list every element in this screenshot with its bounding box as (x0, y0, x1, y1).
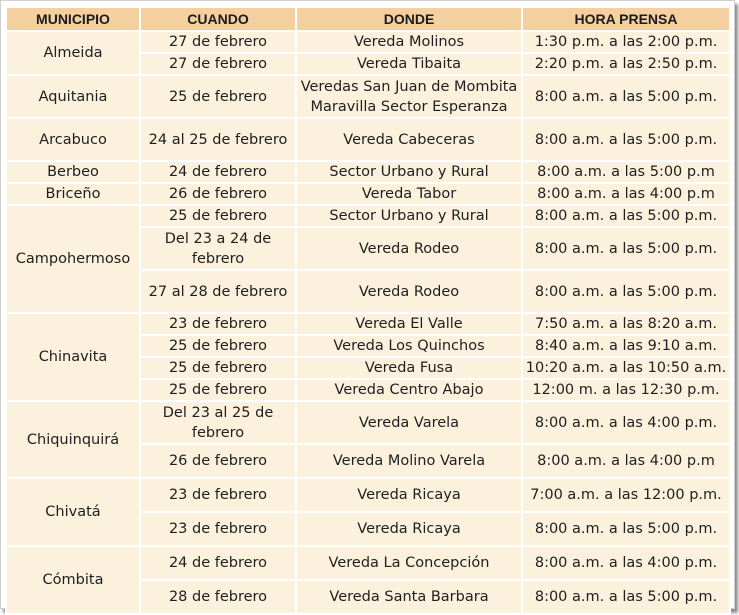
municipio-cell: Chiquinquirá (6, 401, 140, 478)
hora-prensa-cell: 8:00 a.m. a las 5:00 p.m. (522, 75, 730, 118)
header-municipio: MUNICIPIO (6, 7, 140, 31)
hora-prensa-cell: 10:20 a.m. a las 10:50 a.m. (522, 357, 730, 379)
donde-cell: Vereda Tibaita (296, 53, 522, 75)
table-row (6, 161, 730, 183)
donde-cell: Vereda Centro Abajo (296, 379, 522, 401)
table-row (6, 205, 730, 227)
donde-cell: Vereda Rodeo (296, 227, 522, 270)
cuando-cell: 23 de febrero (140, 512, 296, 546)
cuando-cell: 25 de febrero (140, 75, 296, 118)
hora-prensa-cell: 8:00 a.m. a las 4:00 p.m (522, 444, 730, 478)
cuando-cell: 25 de febrero (140, 379, 296, 401)
hora-prensa-cell: 8:00 a.m. a las 5:00 p.m. (522, 512, 730, 546)
header-cuando: CUANDO (140, 7, 296, 31)
donde-cell: Vereda Fusa (296, 357, 522, 379)
municipio-cell: Briceño (6, 183, 140, 205)
cuando-cell: 23 de febrero (140, 313, 296, 335)
hora-prensa-cell: 8:00 a.m. a las 5:00 p.m (522, 161, 730, 183)
donde-cell: Sector Urbano y Rural (296, 161, 522, 183)
donde-cell: Vereda El Valle (296, 313, 522, 335)
cuando-cell: 24 al 25 de febrero (140, 118, 296, 161)
cuando-cell: 27 de febrero (140, 31, 296, 53)
donde-cell: Sector Urbano y Rural (296, 205, 522, 227)
cuando-cell: 25 de febrero (140, 205, 296, 227)
cuando-cell: 26 de febrero (140, 183, 296, 205)
table-header (6, 7, 730, 31)
hora-prensa-cell: 1:30 p.m. a las 2:00 p.m. (522, 31, 730, 53)
municipio-cell: Chivatá (6, 478, 140, 546)
donde-cell: Vereda Tabor (296, 183, 522, 205)
hora-prensa-cell: 7:50 a.m. a las 8:20 a.m. (522, 313, 730, 335)
table-row (6, 546, 730, 580)
hora-prensa-cell: 8:00 a.m. a las 4:00 p.m. (522, 401, 730, 444)
header-hora-prensa: HORA PRENSA (522, 7, 730, 31)
donde-cell: Vereda Varela (296, 401, 522, 444)
hora-prensa-cell: 8:00 a.m. a las 5:00 p.m. (522, 580, 730, 614)
cuando-cell: 24 de febrero (140, 161, 296, 183)
hora-prensa-cell: 8:00 a.m. a las 4:00 p.m (522, 183, 730, 205)
donde-cell: Vereda Los Quinchos (296, 335, 522, 357)
cuando-cell: Del 23 a 24 de febrero (140, 227, 296, 270)
hora-prensa-cell: 8:00 a.m. a las 5:00 p.m. (522, 227, 730, 270)
hora-prensa-cell: 7:00 a.m. a las 12:00 p.m. (522, 478, 730, 512)
cuando-cell: Del 23 al 25 de febrero (140, 401, 296, 444)
hora-prensa-cell: 12:00 m. a las 12:30 p.m. (522, 379, 730, 401)
donde-cell: Vereda Cabeceras (296, 118, 522, 161)
cuando-cell: 25 de febrero (140, 357, 296, 379)
donde-cell: Veredas San Juan de Mombita Maravilla Sector Esperanza (296, 75, 522, 118)
donde-cell: Vereda Santa Barbara (296, 580, 522, 614)
municipio-cell: Campohermoso (6, 205, 140, 313)
cuando-cell: 28 de febrero (140, 580, 296, 614)
table-body (6, 31, 730, 614)
table-row (6, 401, 730, 444)
header-row (6, 7, 730, 31)
hora-prensa-cell: 8:00 a.m. a las 5:00 p.m. (522, 270, 730, 313)
table-row (6, 478, 730, 512)
cuando-cell: 26 de febrero (140, 444, 296, 478)
donde-cell: Vereda Ricaya (296, 512, 522, 546)
table-row (6, 313, 730, 335)
hora-prensa-cell: 8:40 a.m. a las 9:10 a.m. (522, 335, 730, 357)
municipio-cell: Aquitania (6, 75, 140, 118)
donde-cell: Vereda La Concepción (296, 546, 522, 580)
header-donde: DONDE (296, 7, 522, 31)
hora-prensa-cell: 8:00 a.m. a las 4:00 p.m. (522, 546, 730, 580)
cuando-cell: 23 de febrero (140, 478, 296, 512)
municipio-cell: Berbeo (6, 161, 140, 183)
table-row (6, 75, 730, 118)
municipio-cell: Arcabuco (6, 118, 140, 161)
municipio-cell: Chinavita (6, 313, 140, 401)
table-row (6, 31, 730, 53)
hora-prensa-cell: 8:00 a.m. a las 5:00 p.m. (522, 118, 730, 161)
donde-cell: Vereda Rodeo (296, 270, 522, 313)
cuando-cell: 25 de febrero (140, 335, 296, 357)
cuando-cell: 27 al 28 de febrero (140, 270, 296, 313)
table-row (6, 118, 730, 161)
municipio-cell: Almeida (6, 31, 140, 75)
hora-prensa-cell: 8:00 a.m. a las 5:00 p.m. (522, 205, 730, 227)
hora-prensa-cell: 2:20 p.m. a las 2:50 p.m. (522, 53, 730, 75)
cuando-cell: 24 de febrero (140, 546, 296, 580)
donde-cell: Vereda Molino Varela (296, 444, 522, 478)
municipio-cell: Cómbita (6, 546, 140, 614)
schedule-table (5, 6, 731, 615)
donde-cell: Vereda Molinos (296, 31, 522, 53)
table-row (6, 183, 730, 205)
donde-cell: Vereda Ricaya (296, 478, 522, 512)
cuando-cell: 27 de febrero (140, 53, 296, 75)
